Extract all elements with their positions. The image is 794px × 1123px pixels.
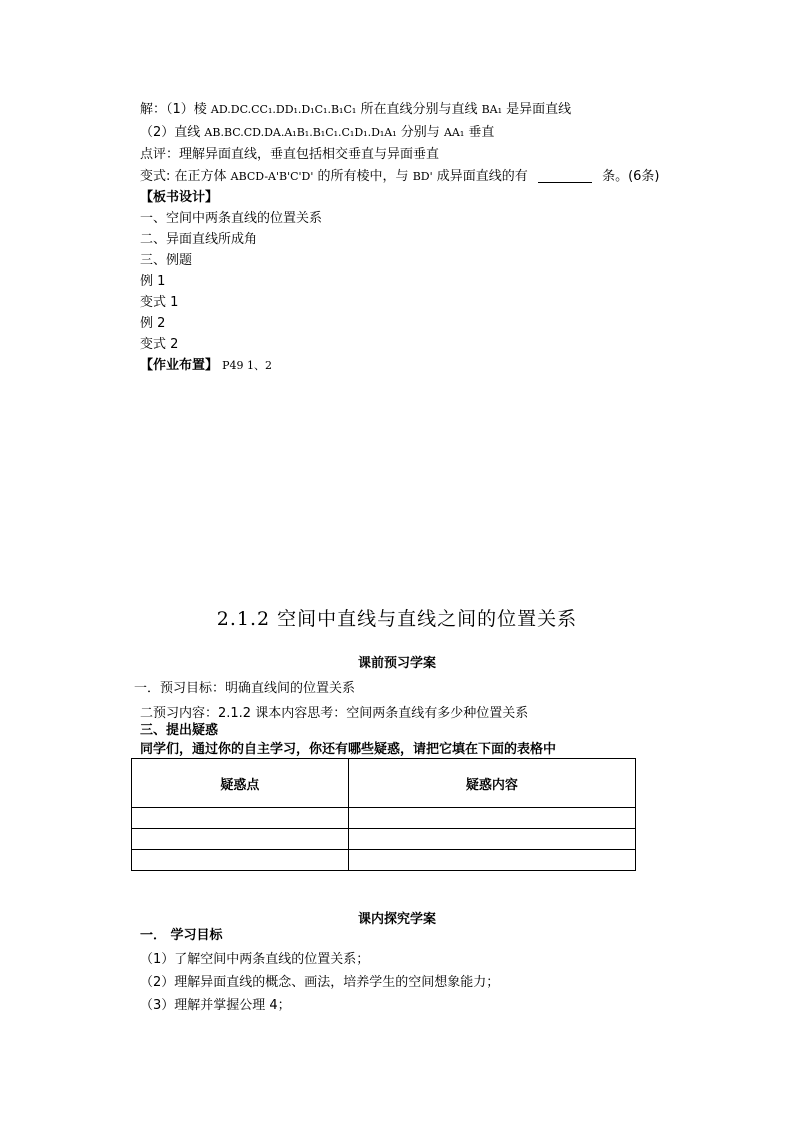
doubts-heading: 三、提出疑惑 <box>140 723 219 738</box>
solution-2-mid: 分别与 <box>400 125 440 140</box>
variant-part-a: 变式: 在正方体 <box>140 169 227 184</box>
answer-blank[interactable] <box>538 170 592 183</box>
table-cell[interactable] <box>348 850 635 871</box>
board-item: 例 1 <box>140 274 166 289</box>
table-row <box>132 850 636 871</box>
table-row <box>132 808 636 829</box>
solution-line-2 <box>140 124 494 142</box>
solution-2-line: AA₁ <box>443 126 465 139</box>
table-cell[interactable] <box>132 850 349 871</box>
board-item: 变式 2 <box>140 337 179 352</box>
objective-item: （1）了解空间中两条直线的位置关系； <box>140 952 370 967</box>
board-item: 例 2 <box>140 316 166 331</box>
table-cell[interactable] <box>132 829 349 850</box>
pre-study-content: 二预习内容：2.1.2 课本内容思考：空间两条直线有多少种位置关系 <box>140 706 529 721</box>
variant-part-b: 的所有棱中，与 <box>317 169 409 184</box>
table-header-cell: 疑惑内容 <box>348 759 635 808</box>
homework-text: P49 1、2 <box>222 359 273 372</box>
pre-study-heading: 课前预习学案 <box>357 656 436 671</box>
table-header-cell: 疑惑点 <box>132 759 349 808</box>
variant-part-c: 成异面直线的有 <box>436 169 528 184</box>
solution-2-end: 垂直 <box>468 125 495 140</box>
board-item: 一、空间中两条直线的位置关系 <box>140 211 323 226</box>
table-cell[interactable] <box>348 808 635 829</box>
solution-line-1 <box>140 101 571 119</box>
solution-1-edges: AD.DC.CC₁.DD₁.D₁C₁.B₁C₁ <box>210 103 357 116</box>
solution-2-prefix: （2）直线 <box>140 125 201 140</box>
table-row <box>132 829 636 850</box>
in-class-heading: 课内探究学案 <box>357 912 436 927</box>
table-header-row <box>132 759 636 808</box>
solution-1-prefix: 解：（1）棱 <box>140 102 207 117</box>
solution-2-edges: AB.BC.CD.DA.A₁B₁.B₁C₁.C₁D₁.D₁A₁ <box>204 126 397 139</box>
table-cell[interactable] <box>348 829 635 850</box>
objective-item: （3）理解并掌握公理 4； <box>140 998 291 1013</box>
objective-item: （2）理解异面直线的概念、画法，培养学生的空间想象能力； <box>140 975 500 990</box>
doubts-table <box>131 758 636 871</box>
variant-bd: BD' <box>412 170 433 183</box>
table-cell[interactable] <box>132 808 349 829</box>
solution-1-mid: 所在直线分别与直线 <box>360 102 478 117</box>
board-item: 变式 1 <box>140 295 179 310</box>
homework-label: 【作业布置】 <box>140 358 219 373</box>
objectives-heading: 一． 学习目标 <box>140 928 223 943</box>
pre-study-goal: 一．预习目标：明确直线间的位置关系 <box>134 681 356 696</box>
solution-1-line: BA₁ <box>481 103 503 116</box>
comment-line: 点评：理解异面直线，垂直包括相交垂直与异面垂直 <box>140 147 440 162</box>
variant-cube: ABCD-A'B'C'D' <box>230 170 314 183</box>
solution-1-end: 是异面直线 <box>506 102 572 117</box>
section-title: 2.1.2 空间中直线与直线之间的位置关系 <box>216 608 578 630</box>
homework-line <box>140 357 272 375</box>
board-design-heading: 【板书设计】 <box>140 190 219 205</box>
variant-part-d: 条。(6条) <box>602 169 660 184</box>
doubts-intro: 同学们，通过你的自主学习，你还有哪些疑惑，请把它填在下面的表格中 <box>140 742 557 757</box>
board-item: 三、例题 <box>140 253 193 268</box>
board-item: 二、异面直线所成角 <box>140 232 258 247</box>
variant-line <box>140 168 660 186</box>
